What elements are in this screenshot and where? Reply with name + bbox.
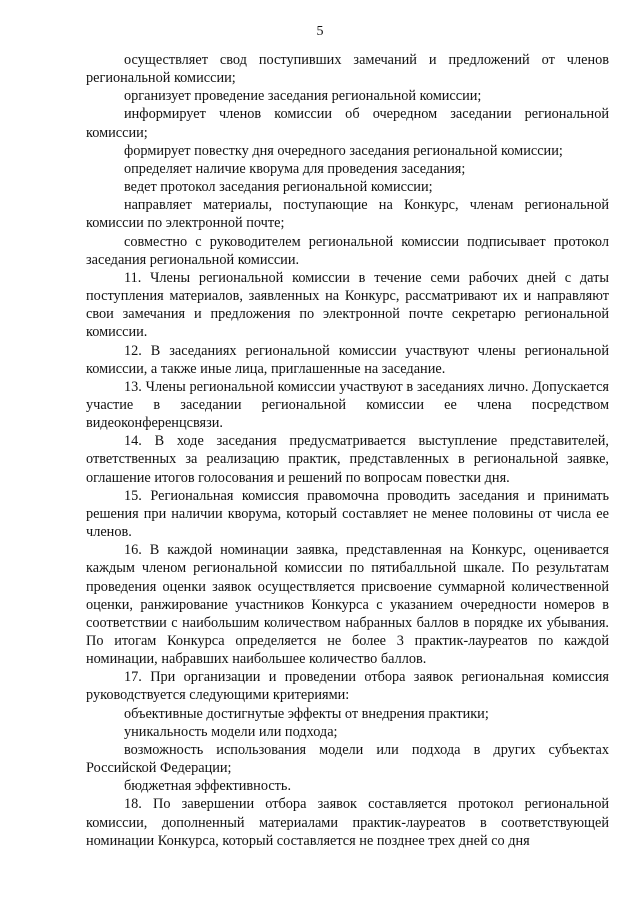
paragraph-item-13: 13. Члены региональной комиссии участвуют в заседаниях лично. Допускается участие в заседании региональной комиссии ее члена посредством видеоконференцсвязи. <box>86 378 609 432</box>
paragraph-item-18: 18. По завершении отбора заявок составляется протокол региональной комиссии, дополненный материалами практик-лауреатов в соответствующей номинации Конкурса, который составляется не позднее трех дней со дня <box>86 796 609 849</box>
paragraph-duty-collect-remarks: осуществляет свод поступивших замечаний и предложений от членов региональной комиссии; <box>86 52 609 87</box>
paragraph-duty-check-quorum: определяет наличие кворума для проведения заседания; <box>124 160 466 177</box>
paragraph-duty-inform-members: информирует членов комиссии об очередном заседании региональной комиссии; <box>86 106 609 141</box>
paragraph-criterion-budget-efficiency: бюджетная эффективность. <box>124 778 292 795</box>
paragraph-duty-form-agenda: формирует повестку дня очередного заседания региональной комиссии; <box>124 142 563 159</box>
paragraph-item-11: 11. Члены региональной комиссии в течение семи рабочих дней с даты поступления материалов, заявленных на Конкурс, рассматривают их и направляют свои замечания и предложения по электронной почте секретарю региональной комиссии. <box>86 269 609 341</box>
paragraph-duty-organize-meeting: организует проведение заседания региональной комиссии; <box>124 88 482 105</box>
paragraph-item-15: 15. Региональная комиссия правомочна проводить заседания и принимать решения при наличии кворума, который составляет не менее половины от числа ее членов. <box>86 487 609 541</box>
document-body <box>86 51 609 850</box>
paragraph-duty-send-materials: направляет материалы, поступающие на Конкурс, членам региональной комиссии по электронной почте; <box>86 197 609 232</box>
paragraph-criterion-replicability: возможность использования модели или подхода в других субъектах Российской Федерации; <box>86 741 609 777</box>
paragraph-item-16: 16. В каждой номинации заявка, представленная на Конкурс, оценивается каждым членом региональной комиссии по пятибалльной шкале. По результатам проведения оценки заявок осуществляется присвоение суммарной количественной оценки, ранжирование участников Конкурса с указанием очередности номеров в соответствии с наибольшим количеством набранных баллов в порядке их убывания. По итогам Конкурса определяется не более 3 практик-лауреатов по каждой номинации, набравших наибольшее количество баллов. <box>86 542 609 668</box>
paragraph-duty-sign-protocol: совместно с руководителем региональной комиссии подписывает протокол заседания региональной комиссии. <box>86 233 609 268</box>
paragraph-item-17: 17. При организации и проведении отбора заявок региональная комиссия руководствуется следующими критериями: <box>86 669 609 704</box>
paragraph-item-12: 12. В заседаниях региональной комиссии участвуют члены региональной комиссии, а также иные лица, приглашенные на заседание. <box>86 342 609 377</box>
paragraph-duty-keep-minutes: ведет протокол заседания региональной комиссии; <box>124 179 433 196</box>
paragraph-criterion-effects: объективные достигнутые эффекты от внедрения практики; <box>124 705 489 722</box>
paragraph-criterion-uniqueness: уникальность модели или подхода; <box>124 723 338 740</box>
paragraph-item-14: 14. В ходе заседания предусматривается выступление представителей, ответственных за реализацию практик, представленных в региональной заявке, оглашение итогов голосования и решений по вопросам повестки дня. <box>86 433 609 486</box>
page-number: 5 <box>316 24 324 39</box>
